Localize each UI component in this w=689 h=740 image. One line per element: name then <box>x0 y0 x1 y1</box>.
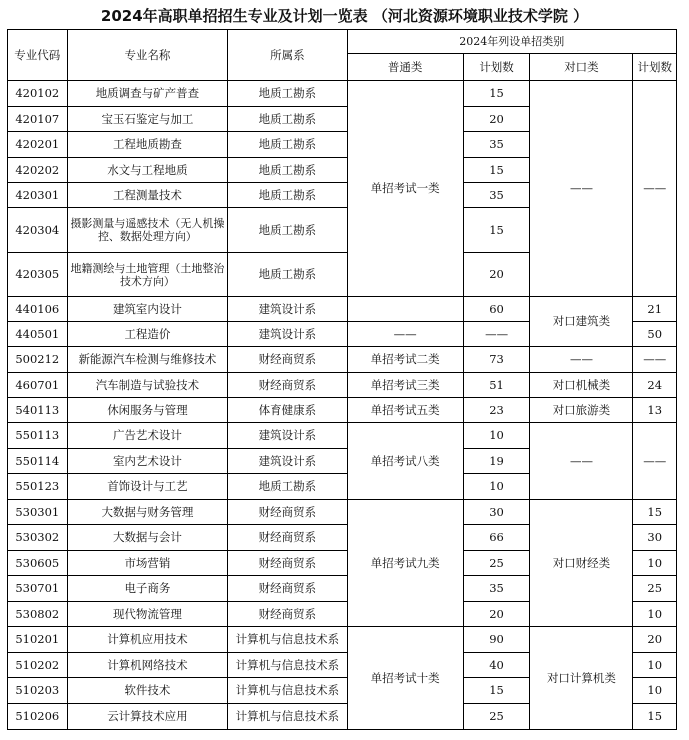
cell-vocational-type: 对口旅游类 <box>530 398 633 423</box>
cell-regular-plan: 15 <box>463 81 530 107</box>
cell-code: 530302 <box>8 525 68 551</box>
cell-exam-class-8: 单招考试八类 <box>347 423 463 500</box>
cell-department: 地质工勘系 <box>228 208 347 253</box>
cell-department: 财经商贸系 <box>228 551 347 576</box>
cell-name: 工程测量技术 <box>67 183 228 208</box>
cell-regular-plan: 40 <box>463 653 530 678</box>
cell-regular-plan: 25 <box>463 551 530 576</box>
cell-department: 财经商贸系 <box>228 347 347 373</box>
cell-name: 电子商务 <box>67 576 228 602</box>
cell-code: 420301 <box>8 183 68 208</box>
cell-name: 大数据与会计 <box>67 525 228 551</box>
cell-code: 420102 <box>8 81 68 107</box>
cell-name: 汽车制造与试验技术 <box>67 373 228 398</box>
cell-vocational-plan: 15 <box>633 704 677 730</box>
cell-department: 财经商贸系 <box>228 500 347 525</box>
cell-regular-type: —— <box>347 322 463 347</box>
header-regular-type: 普通类 <box>347 54 463 81</box>
cell-regular-plan: 10 <box>463 423 530 449</box>
header-name: 专业名称 <box>67 30 228 81</box>
header-code: 专业代码 <box>8 30 68 81</box>
cell-department: 财经商贸系 <box>228 602 347 627</box>
cell-vocational-plan-dash: —— <box>633 423 677 500</box>
cell-code: 510206 <box>8 704 68 730</box>
cell-vocational-plan: 20 <box>633 627 677 653</box>
enrollment-plan-table <box>7 29 677 730</box>
cell-regular-plan: 10 <box>463 474 530 500</box>
cell-exam-class-9: 单招考试九类 <box>347 500 463 627</box>
cell-name: 广告艺术设计 <box>67 423 228 449</box>
header-department: 所属系 <box>228 30 347 81</box>
cell-code: 510201 <box>8 627 68 653</box>
cell-code: 460701 <box>8 373 68 398</box>
cell-department: 财经商贸系 <box>228 525 347 551</box>
cell-code: 530701 <box>8 576 68 602</box>
cell-department: 地质工勘系 <box>228 253 347 297</box>
cell-department: 计算机与信息技术系 <box>228 653 347 678</box>
cell-vocational-plan: 10 <box>633 551 677 576</box>
cell-regular-type: 单招考试五类 <box>347 398 463 423</box>
header-vocational-type: 对口类 <box>530 54 633 81</box>
cell-code: 550123 <box>8 474 68 500</box>
header-vocational-plan: 计划数 <box>633 54 677 81</box>
cell-vocational-plan: —— <box>633 347 677 373</box>
cell-name: 工程造价 <box>67 322 228 347</box>
cell-regular-plan: 90 <box>463 627 530 653</box>
cell-regular-plan: 30 <box>463 500 530 525</box>
cell-vocational-plan: 21 <box>633 297 677 322</box>
cell-code: 440501 <box>8 322 68 347</box>
cell-vocational-plan: 10 <box>633 653 677 678</box>
cell-name: 新能源汽车检测与维修技术 <box>67 347 228 373</box>
cell-vocational-plan: 24 <box>633 373 677 398</box>
cell-vocational-type-dash: —— <box>530 81 633 297</box>
cell-name: 首饰设计与工艺 <box>67 474 228 500</box>
cell-regular-type: 单招考试二类 <box>347 347 463 373</box>
cell-department: 建筑设计系 <box>228 322 347 347</box>
cell-vocational-construction: 对口建筑类 <box>530 297 633 347</box>
cell-department: 地质工勘系 <box>228 107 347 132</box>
cell-name: 摄影测量与遥感技术（无人机操控、数据处理方向） <box>67 208 228 253</box>
cell-vocational-computer: 对口计算机类 <box>530 627 633 730</box>
cell-code: 440106 <box>8 297 68 322</box>
cell-vocational-plan: 10 <box>633 602 677 627</box>
cell-vocational-type: 对口机械类 <box>530 373 633 398</box>
cell-department: 建筑设计系 <box>228 423 347 449</box>
cell-vocational-plan: 13 <box>633 398 677 423</box>
cell-code: 420304 <box>8 208 68 253</box>
cell-name: 现代物流管理 <box>67 602 228 627</box>
cell-name: 大数据与财务管理 <box>67 500 228 525</box>
cell-department: 计算机与信息技术系 <box>228 704 347 730</box>
cell-vocational-plan-dash: —— <box>633 81 677 297</box>
cell-regular-plan: 15 <box>463 208 530 253</box>
cell-department: 体育健康系 <box>228 398 347 423</box>
cell-name: 市场营销 <box>67 551 228 576</box>
cell-department: 地质工勘系 <box>228 183 347 208</box>
cell-name: 地籍测绘与土地管理（土地整治技术方向） <box>67 253 228 297</box>
table-row <box>8 423 677 449</box>
cell-regular-plan: 15 <box>463 158 530 183</box>
cell-regular-plan: 73 <box>463 347 530 373</box>
cell-regular-plan: 23 <box>463 398 530 423</box>
cell-code: 500212 <box>8 347 68 373</box>
cell-name: 水文与工程地质 <box>67 158 228 183</box>
cell-department: 地质工勘系 <box>228 474 347 500</box>
table-row <box>8 627 677 653</box>
cell-department: 财经商贸系 <box>228 576 347 602</box>
cell-regular-plan: 35 <box>463 183 530 208</box>
cell-code: 420201 <box>8 132 68 158</box>
page-title: 2024年高职单招招生专业及计划一览表 （河北资源环境职业技术学院 ） <box>100 7 589 25</box>
cell-regular-plan: —— <box>463 322 530 347</box>
table-row <box>8 398 677 423</box>
cell-regular-plan: 25 <box>463 704 530 730</box>
cell-code: 510202 <box>8 653 68 678</box>
cell-department: 财经商贸系 <box>228 373 347 398</box>
cell-name: 计算机网络技术 <box>67 653 228 678</box>
cell-regular-plan: 66 <box>463 525 530 551</box>
cell-department: 计算机与信息技术系 <box>228 627 347 653</box>
cell-regular-plan: 35 <box>463 132 530 158</box>
cell-code: 530802 <box>8 602 68 627</box>
cell-name: 宝玉石鉴定与加工 <box>67 107 228 132</box>
header-row <box>8 30 677 54</box>
cell-vocational-finance: 对口财经类 <box>530 500 633 627</box>
cell-regular-plan: 51 <box>463 373 530 398</box>
cell-vocational-plan: 50 <box>633 322 677 347</box>
cell-regular-type-blank <box>347 297 463 322</box>
cell-code: 420202 <box>8 158 68 183</box>
cell-regular-plan: 60 <box>463 297 530 322</box>
cell-vocational-type: —— <box>530 347 633 373</box>
cell-name: 地质调查与矿产普查 <box>67 81 228 107</box>
cell-code: 540113 <box>8 398 68 423</box>
cell-department: 建筑设计系 <box>228 449 347 474</box>
cell-exam-class-10: 单招考试十类 <box>347 627 463 730</box>
table-row <box>8 81 677 107</box>
table-row <box>8 500 677 525</box>
cell-name: 工程地质勘查 <box>67 132 228 158</box>
cell-vocational-plan: 25 <box>633 576 677 602</box>
cell-vocational-plan: 10 <box>633 678 677 704</box>
cell-department: 建筑设计系 <box>228 297 347 322</box>
cell-code: 550113 <box>8 423 68 449</box>
cell-exam-class-1: 单招考试一类 <box>347 81 463 297</box>
cell-code: 550114 <box>8 449 68 474</box>
cell-vocational-type-dash: —— <box>530 423 633 500</box>
cell-regular-plan: 19 <box>463 449 530 474</box>
cell-department: 计算机与信息技术系 <box>228 678 347 704</box>
cell-name: 计算机应用技术 <box>67 627 228 653</box>
cell-name: 软件技术 <box>67 678 228 704</box>
cell-regular-plan: 35 <box>463 576 530 602</box>
cell-code: 510203 <box>8 678 68 704</box>
table-row <box>8 373 677 398</box>
cell-regular-plan: 20 <box>463 107 530 132</box>
cell-name: 休闲服务与管理 <box>67 398 228 423</box>
header-group: 2024年列设单招类别 <box>347 30 676 54</box>
cell-department: 地质工勘系 <box>228 158 347 183</box>
table-row <box>8 347 677 373</box>
cell-code: 420305 <box>8 253 68 297</box>
cell-regular-plan: 15 <box>463 678 530 704</box>
table-row <box>8 297 677 322</box>
cell-code: 420107 <box>8 107 68 132</box>
cell-name: 室内艺术设计 <box>67 449 228 474</box>
cell-regular-plan: 20 <box>463 602 530 627</box>
cell-department: 地质工勘系 <box>228 132 347 158</box>
cell-code: 530301 <box>8 500 68 525</box>
cell-name: 建筑室内设计 <box>67 297 228 322</box>
cell-name: 云计算技术应用 <box>67 704 228 730</box>
cell-department: 地质工勘系 <box>228 81 347 107</box>
header-regular-plan: 计划数 <box>463 54 530 81</box>
cell-vocational-plan: 30 <box>633 525 677 551</box>
cell-regular-plan: 20 <box>463 253 530 297</box>
cell-vocational-plan: 15 <box>633 500 677 525</box>
cell-code: 530605 <box>8 551 68 576</box>
cell-regular-type: 单招考试三类 <box>347 373 463 398</box>
